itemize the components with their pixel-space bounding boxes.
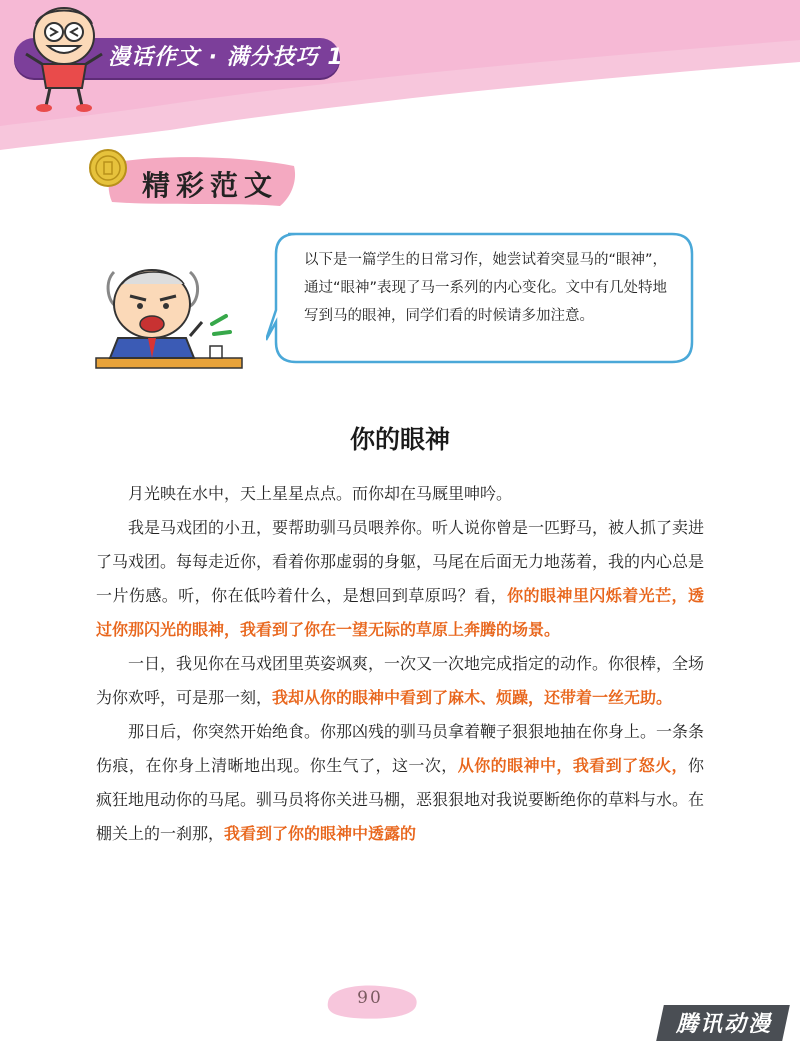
essay-text: 那日后，你突然开始绝食。你那凶残的驯马员拿着鞭子狠狠地抽在你身上。一条条伤痕，在你身上清晰地出现。你生气了，这一次，: [96, 722, 705, 775]
intro-text: 以下是一篇学生的日常习作，她尝试着突显马的“眼神”，通过“眼神”表现了马一系列的内心变化。文中有几处特地写到马的眼神，同学们看的时候请多加注意。: [304, 252, 668, 324]
essay-paragraph: [96, 511, 704, 647]
essay-text: 你疯狂地甩动你的马尾。驯马员将你关进马棚，恶狠狠地对我说要断绝你的草料与水。在棚关上的一刹那，: [96, 756, 705, 843]
watermark-text: 腾讯动漫: [675, 1012, 772, 1037]
page-number: 90: [357, 988, 383, 1008]
essay-paragraph: [96, 647, 704, 715]
highlighted-sentence: 从你的眼神中，我看到了怒火，: [457, 756, 688, 775]
essay-text: 一日，我见你在马戏团里英姿飒爽，一次又一次地完成指定的动作。你很棒，全场为你欢呼，可是那一刻，: [96, 654, 705, 707]
cartoon-teacher-icon: [94, 262, 244, 374]
coin-icon: [88, 148, 128, 188]
cartoon-boy-mascot-icon: [18, 2, 110, 114]
section-title: 精彩范文: [142, 169, 279, 202]
essay-text: 月光映在水中，天上星星点点。而你却在马厩里呻吟。: [128, 484, 513, 503]
essay-body: [96, 477, 704, 851]
highlighted-sentence: 你的眼神里闪烁着光芒，透过你那闪光的眼神，我看到了你在一望无际的草原上奔腾的场景。: [96, 586, 704, 639]
highlighted-sentence: 我却从你的眼神中看到了麻木、烦躁，还带着一丝无助。: [272, 688, 673, 707]
series-title: 漫话作文 · 满分技巧 1: [108, 45, 344, 70]
essay-title: 你的眼神: [349, 425, 450, 454]
highlighted-sentence: 我看到了你的眼神中透露的: [224, 824, 417, 843]
essay-paragraph: [96, 477, 704, 511]
essay-paragraph: [96, 715, 704, 851]
essay-text: 我是马戏团的小丑，要帮助驯马员喂养你。听人说你曾是一匹野马，被人抓了卖进了马戏团。每每走近你，看着你那虚弱的身躯，马尾在后面无力地荡着，我的内心总是一片伤感。听，你在低吟着什么，是想回到草原吗？看，: [96, 518, 705, 605]
